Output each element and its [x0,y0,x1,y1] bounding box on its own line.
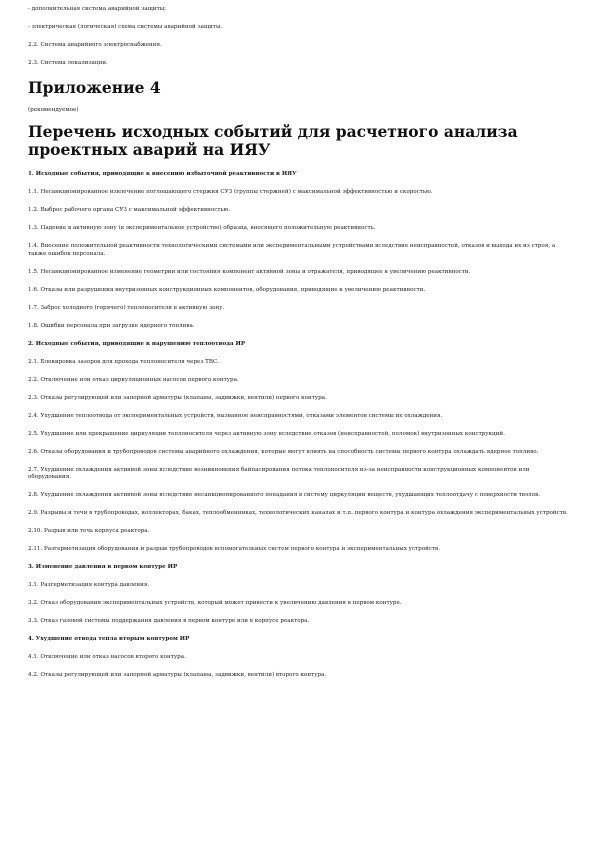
paragraph: 2.7. Ухудшение охлаждения активной зоны вследствие возникновения байпасирования потока теплоносителя из-за неисправности конструкционных компонентов или оборудования. [28,466,530,481]
paragraph: 2.5. Ухудшение или прекращение циркуляции теплоносителя через активную зону вследствие отказов (неисправностей, поломок) внутризонных конструкций. [28,430,505,437]
paragraph: 2.1. Блокировка зазоров для прохода теплоносителя через ТВС. [28,358,220,365]
paragraph: 1.1. Несанкционированное извлечение поглощающего стержня СУЗ (группы стержней) с максимальной эффективностью и скоростью. [28,189,433,196]
list-line: - электрическая (логическая) схема системы аварийной защиты. [28,24,223,30]
paragraph-list [28,171,568,679]
section-heading: 1. Исходные события, приводящие к внесению избыточной реактивности в ИЯУ [28,171,297,178]
paragraph: 4.2. Отказы регулирующей или запорной арматуры (клапаны, задвижки, вентили) второго контура. [28,672,327,679]
section-heading: 2. Исходные события, приводящие к нарушению теплоотвода ИР [28,340,246,347]
appendix-note: (рекомендуемое) [28,107,79,113]
paragraph: 1.7. Заброс холодного (горячего) теплоносителя в активную зону. [28,304,225,311]
paragraph: 3.2. Отказ оборудования экспериментальных устройств, который может привести к увеличению давления в первом контуре. [28,600,402,607]
paragraph: 1.4. Внесение положительной реактивности технологическими системами или экспериментальными устройствами вследствие неисправностей, отказов и выхода их из строя, а также ошибок персонала. [28,243,556,257]
paragraph: 4.1. Отключение или отказ насосов второго контура. [28,654,186,661]
paragraph: 1.3. Падение в активную зону (в экспериментальное устройство) образца, вносящего положительную реактивность. [28,225,376,232]
paragraph: 2.3. Отказы регулирующей или запорной арматуры (клапаны, задвижки, вентили) первого контура. [28,394,327,401]
paragraph: 2.11. Разгерметизация оборудования и разрыв трубопроводов вспомогательных систем первого контура и экспериментальных устройств. [28,546,440,553]
paragraph: 2.8. Ухудшение охлаждения активной зоны вследствие несанкционированного попадания в систему циркуляции веществ, ухудшающих теплоотдачу с поверхности твэлов. [28,492,541,499]
paragraph: 2.4. Ухудшение теплоотвода от экспериментальных устройств, вызванное неисправностями, отказами элементов системы их охлаждения. [28,412,443,419]
section-heading: 3. Изменение давления в первом контуре ИР [28,564,178,571]
list-line: - дополнительная система аварийной защиты; [28,6,167,12]
list-line: 2.3. Система локализации. [28,60,108,66]
paragraph: 2.2. Отключение или отказ циркуляционных насосов первого контура. [28,376,239,383]
paragraph: 1.8. Ошибки персонала при загрузке ядерного топлива. [28,322,195,329]
appendix-title: Приложение 4 [28,78,161,97]
appendix-heading: Перечень исходных событий для расчетного анализа проектных аварий на ИЯУ [28,122,518,160]
list-line: 2.2. Система аварийного электроснабжения. [28,42,162,48]
paragraph: 1.5. Несанкционированное изменение геометрии или состояния компонент активной зоны и отражателя, приводящее к увеличению реактивности. [28,268,471,275]
paragraph: 1.6. Отказы или разрушения внутризонных конструкционных компонентов, оборудования, приводящие к увеличению реактивности. [28,286,426,293]
paragraph: 1.2. Выброс рабочего органа СУЗ с максимальной эффективностью. [28,207,231,214]
section-heading: 4. Ухудшение отвода тепла вторым контуром ИР [28,636,190,643]
paragraph: 2.10. Разрыв или течь корпуса реактора. [28,528,150,535]
paragraph: 3.3. Отказ газовой системы поддержания давления в первом контуре или в корпусе реактора. [28,618,310,625]
paragraph: 2.9. Разрывы и течи в трубопроводах, коллекторах, баках, теплообменниках, технологических каналах и т.п. первого контура и контура охлаждения экспериментальных устройств. [28,510,568,517]
document-body [28,6,568,690]
paragraph: 2.6. Отказы оборудования и трубопроводов системы аварийного охлаждения, которые могут влиять на способность системы первого контура охлаждать ядерное топливо. [28,448,539,455]
paragraph: 3.1. Разгерметизация контура давления. [28,582,150,589]
